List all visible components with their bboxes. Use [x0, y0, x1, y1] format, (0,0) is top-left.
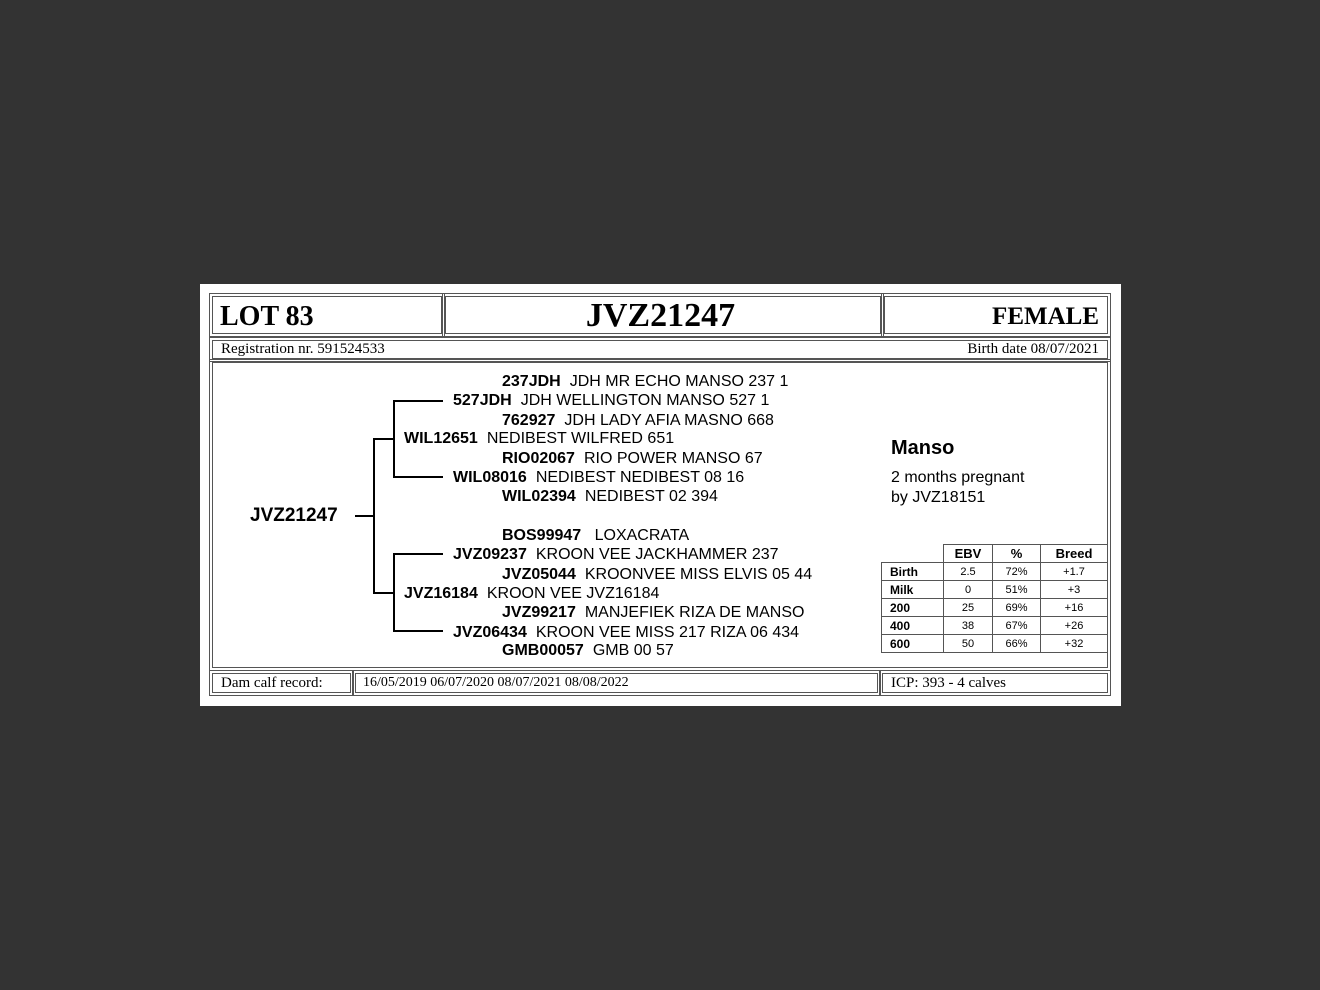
sire-dam-branch — [393, 476, 443, 478]
ebv-breed: +32 — [1041, 635, 1108, 653]
ebv-pct: 69% — [993, 599, 1041, 617]
ebv-row — [882, 581, 1108, 599]
ebv-value: 2.5 — [944, 563, 993, 581]
ancestor-sire-sire: 527JDH JDH WELLINGTON MANSO 527 1 — [453, 392, 770, 409]
ebv-row — [882, 599, 1108, 617]
ebv-pct: 51% — [993, 581, 1041, 599]
ebv-row-label: Milk — [882, 581, 944, 599]
ebv-value: 25 — [944, 599, 993, 617]
breed-col-header: Breed — [1041, 545, 1108, 563]
ebv-row-label: 200 — [882, 599, 944, 617]
ancestor-dam-dam-sire: JVZ99217 MANJEFIEK RIZA DE MANSO — [502, 604, 805, 621]
dam-sire-branch — [393, 553, 443, 555]
dam-branch — [373, 592, 395, 594]
ancestor-dam-dam: JVZ06434 KROON VEE MISS 217 RIZA 06 434 — [453, 624, 800, 641]
ebv-row — [882, 635, 1108, 653]
lot-number: LOT 83 — [220, 301, 314, 332]
ebv-row — [882, 617, 1108, 635]
ancestor-dam-sire: JVZ09237 KROON VEE JACKHAMMER 237 — [453, 546, 779, 563]
ebv-value: 0 — [944, 581, 993, 599]
pedigree-subject: JVZ21247 — [250, 505, 338, 526]
calf-record-dates: 16/05/2019 06/07/2020 08/07/2021 08/08/2022 — [363, 675, 629, 690]
ancestor-sire-sire-dam: 762927 JDH LADY AFIA MASNO 668 — [502, 412, 774, 429]
sire-branch — [373, 438, 395, 440]
ancestor-sire-dam-dam: WIL02394 NEDIBEST 02 394 — [502, 488, 718, 505]
ebv-row — [882, 563, 1108, 581]
ancestor-sire: WIL12651 NEDIBEST WILFRED 651 — [404, 430, 675, 447]
ancestor-sire-sire-sire: 237JDH JDH MR ECHO MANSO 237 1 — [502, 373, 789, 390]
ebv-pct: 66% — [993, 635, 1041, 653]
ebv-table — [881, 544, 1108, 653]
ebv-col-header: EBV — [944, 545, 993, 563]
ebv-row-label: Birth — [882, 563, 944, 581]
pregnancy-note: 2 months pregnant — [891, 469, 1025, 486]
registration-number: Registration nr. 591524533 — [221, 341, 385, 357]
birth-date: Birth date 08/07/2021 — [967, 341, 1099, 357]
ancestor-dam-sire-sire: BOS99947 LOXACRATA — [502, 527, 690, 544]
ebv-breed: +1.7 — [1041, 563, 1108, 581]
ebv-row-label: 600 — [882, 635, 944, 653]
sex-label: FEMALE — [992, 303, 1099, 330]
sire-dam-vertical — [373, 438, 375, 594]
ancestor-sire-dam-sire: RIO02067 RIO POWER MANSO 67 — [502, 450, 763, 467]
pct-col-header: % — [993, 545, 1041, 563]
sire-sire-branch — [393, 400, 443, 402]
ebv-value: 50 — [944, 635, 993, 653]
ancestor-dam-sire-dam: JVZ05044 KROONVEE MISS ELVIS 05 44 — [502, 566, 813, 583]
calf-record-label: Dam calf record: — [221, 675, 323, 691]
ebv-pct: 72% — [993, 563, 1041, 581]
ebv-header-row — [882, 545, 1108, 563]
ebv-breed: +26 — [1041, 617, 1108, 635]
animal-id-title: JVZ21247 — [585, 297, 736, 334]
ebv-breed: +3 — [1041, 581, 1108, 599]
ebv-corner — [882, 545, 944, 563]
pregnancy-sire: by JVZ18151 — [891, 489, 986, 506]
ancestor-dam-dam-dam: GMB00057 GMB 00 57 — [502, 642, 674, 659]
ebv-row-label: 400 — [882, 617, 944, 635]
owner-name: Manso — [891, 437, 955, 459]
ancestor-sire-dam: WIL08016 NEDIBEST NEDIBEST 08 16 — [453, 469, 745, 486]
ebv-pct: 67% — [993, 617, 1041, 635]
dam-parents-vertical — [393, 553, 395, 632]
dam-dam-branch — [393, 630, 443, 632]
sire-parents-vertical — [393, 400, 395, 478]
lot-card — [200, 284, 1121, 706]
ebv-value: 38 — [944, 617, 993, 635]
ancestor-dam: JVZ16184 KROON VEE JVZ16184 — [404, 585, 660, 602]
icp-summary: ICP: 393 - 4 calves — [891, 675, 1006, 691]
subject-connector — [355, 515, 373, 517]
ebv-breed: +16 — [1041, 599, 1108, 617]
